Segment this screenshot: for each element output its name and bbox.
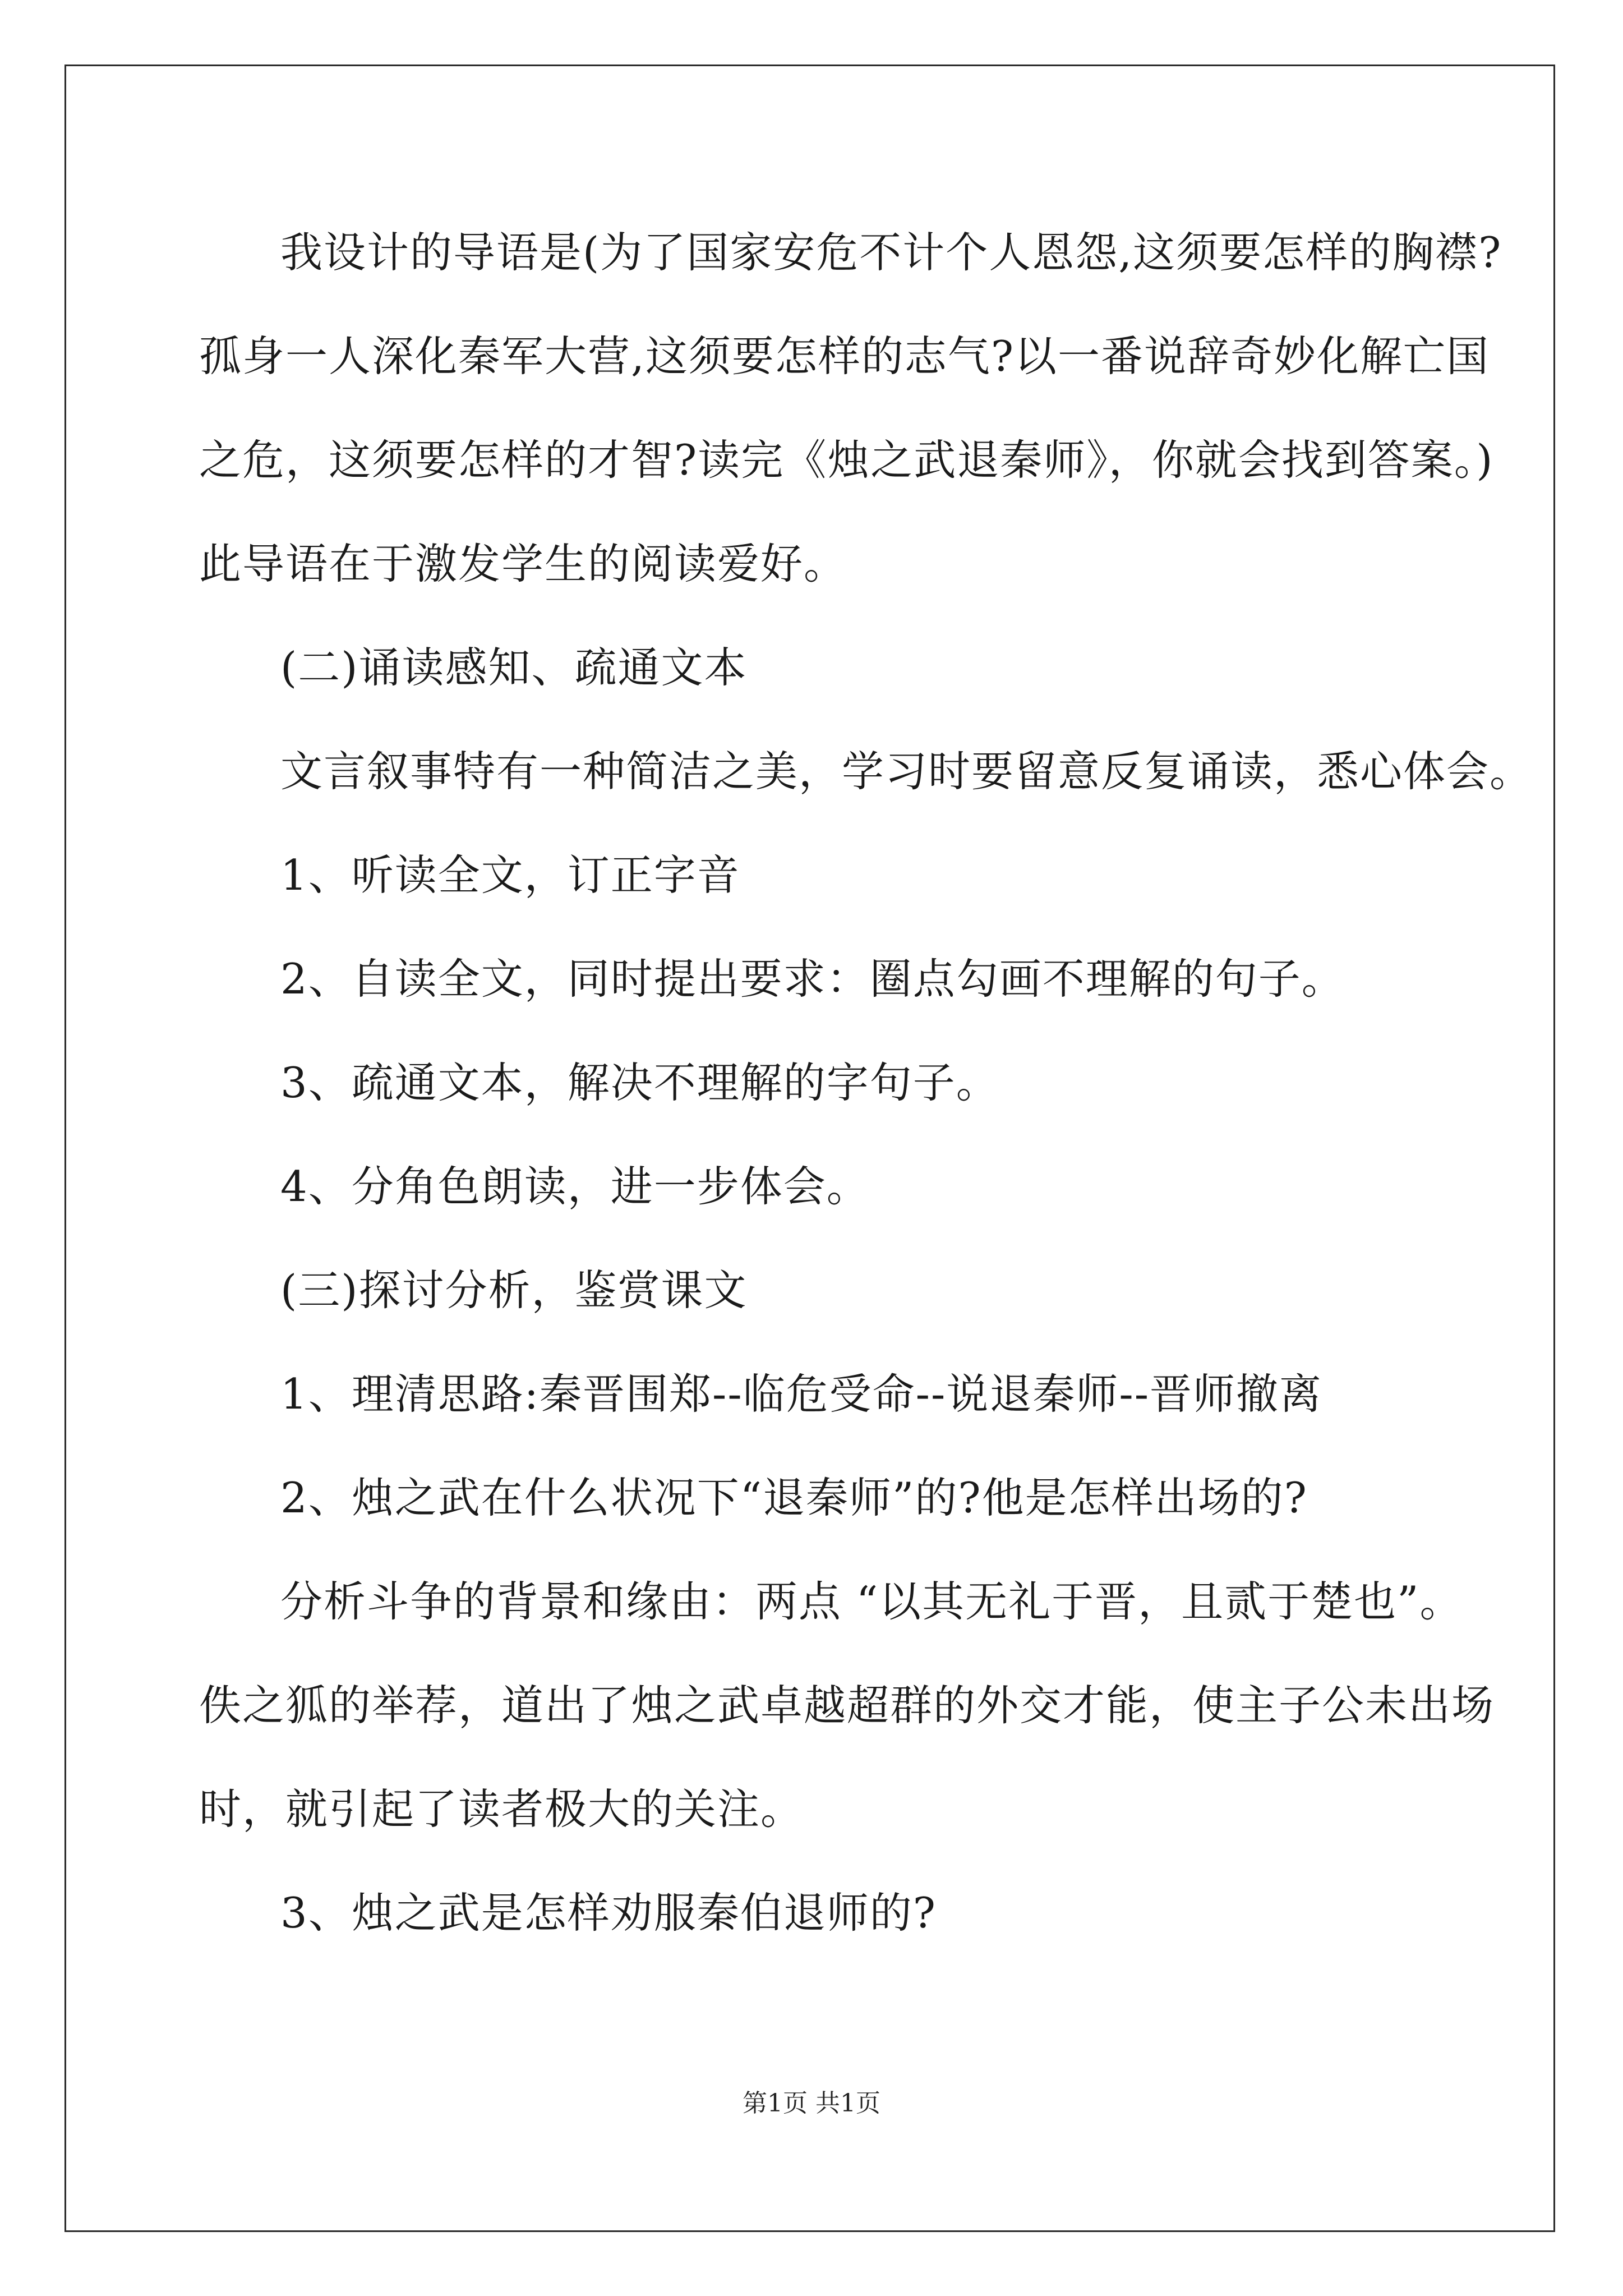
list-item: 1、理清思路:秦晋围郑--临危受命--说退秦师--晋师撤离 bbox=[280, 1369, 1323, 1419]
paragraph-line: 文言叙事特有一种简洁之美，学习时要留意反复诵读，悉心体会。 bbox=[280, 747, 1533, 796]
paragraph-line: 此导语在于激发学生的阅读爱好。 bbox=[199, 539, 847, 588]
list-item: 2、自读全文，同时提出要求：圈点勾画不理解的句子。 bbox=[280, 954, 1345, 1004]
page-number-footer: 第1页 共1页 bbox=[743, 2089, 880, 2118]
list-item: 1、听读全文，订正字音 bbox=[280, 850, 740, 900]
list-item: 2、烛之武在什么状况下“退秦师”的?他是怎样出场的? bbox=[280, 1473, 1308, 1522]
paragraph-line: 孤身一人深化秦军大营,这须要怎样的志气?以一番说辞奇妙化解亡国 bbox=[199, 332, 1490, 381]
section-heading: (二)诵读感知、疏通文本 bbox=[280, 643, 748, 692]
paragraph-line: 之危，这须要怎样的才智?读完《烛之武退秦师》，你就会找到答案。) bbox=[199, 435, 1494, 485]
list-item: 4、分角色朗读，进一步体会。 bbox=[280, 1162, 870, 1211]
list-item: 3、烛之武是怎样劝服秦伯退师的? bbox=[280, 1888, 937, 1938]
paragraph-line: 佚之狐的举荐，道出了烛之武卓越超群的外交才能，使主子公未出场 bbox=[199, 1681, 1495, 1730]
section-heading: (三)探讨分析，鉴赏课文 bbox=[280, 1266, 748, 1315]
list-item: 3、疏通文本，解决不理解的字句子。 bbox=[280, 1058, 999, 1107]
paragraph-line: 我设计的导语是(为了国家安危不计个人恩怨,这须要怎样的胸襟? bbox=[280, 228, 1502, 277]
paragraph-line: 分析斗争的背景和缘由：两点 “以其无礼于晋，且贰于楚也”。 bbox=[280, 1577, 1463, 1626]
paragraph-line: 时，就引起了读者极大的关注。 bbox=[199, 1784, 804, 1834]
